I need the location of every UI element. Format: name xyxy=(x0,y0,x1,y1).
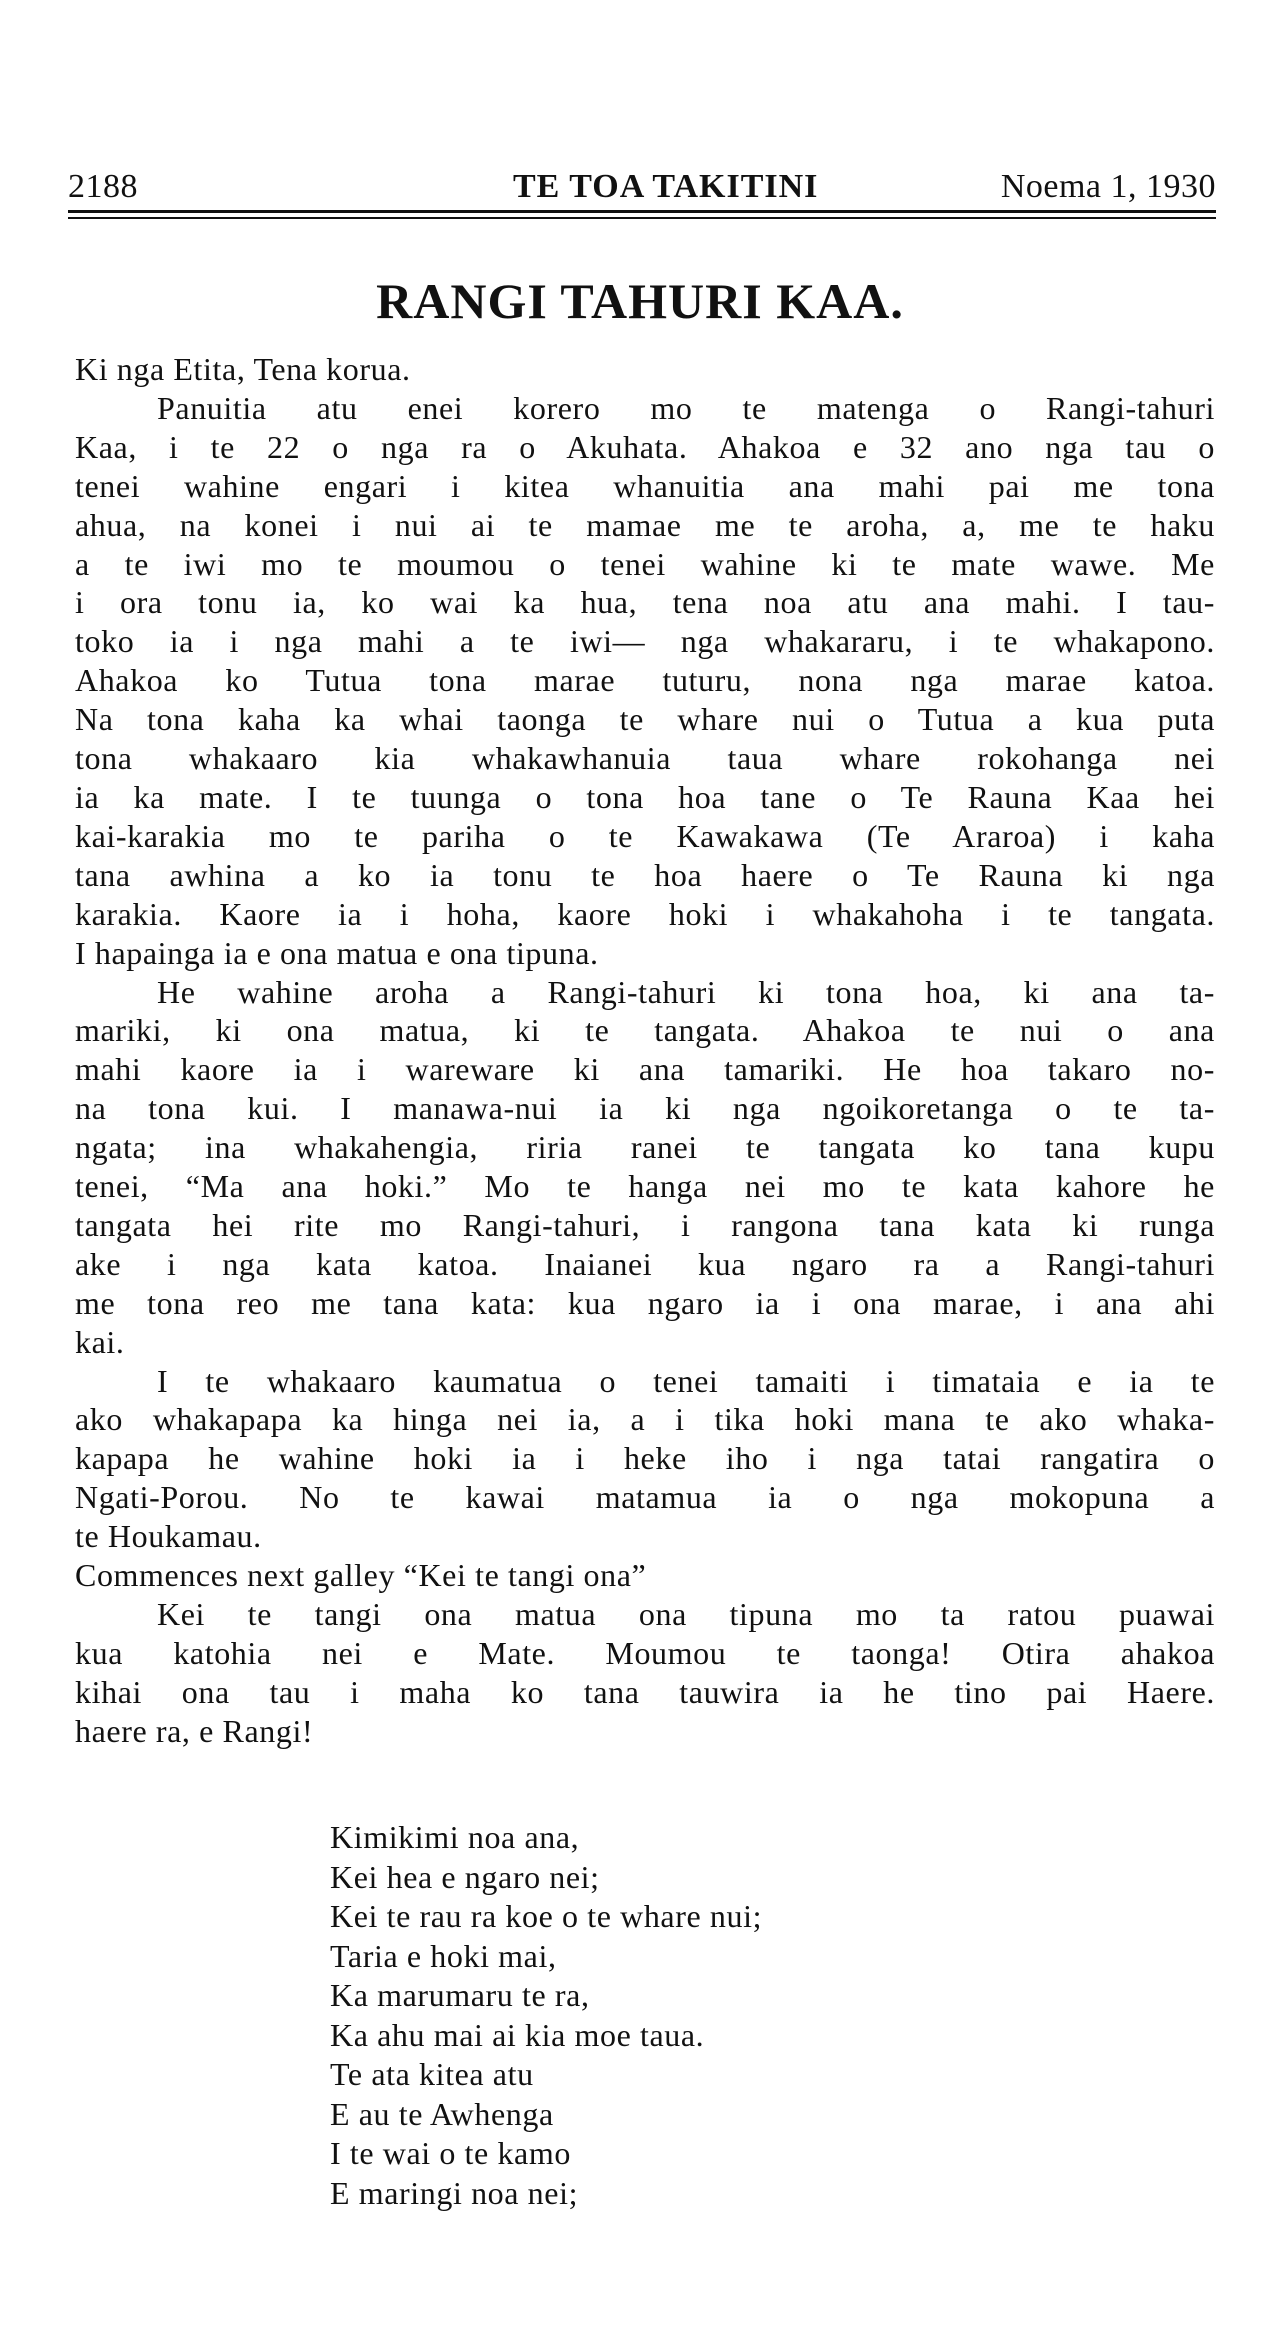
article-line: tana awhina a ko ia tonu te hoa haere o Te Rauna ki nga xyxy=(75,856,1215,893)
article-line: toko ia i nga mahi a te iwi— nga whakararu, i te whakapono. xyxy=(75,623,1215,660)
header-rule-bottom xyxy=(68,217,1216,219)
article-body xyxy=(75,350,1215,1751)
article-line: Na tona kaha ka whai taonga te whare nui o Tutua a kua puta xyxy=(75,701,1215,738)
poem-line: I te wai o te kamo xyxy=(330,2135,571,2171)
article-line: me tona reo me tana kata: kua ngaro ia i ona marae, i ana ahi xyxy=(75,1284,1215,1321)
page-header xyxy=(68,168,1216,208)
article-line: kai. xyxy=(75,1323,125,1360)
page-number: 2188 xyxy=(68,168,138,205)
article-line: Ahakoa ko Tutua tona marae tuturu, nona nga marae katoa. xyxy=(75,662,1215,699)
article-line: tona whakaaro kia whakawhanuia taua whare rokohanga nei xyxy=(75,740,1215,777)
article-title: RANGI TAHURI KAA. xyxy=(376,273,904,329)
article-line: ngata; ina whakahengia, riria ranei te tangata ko tana kupu xyxy=(75,1129,1215,1166)
article-line: I hapainga ia e ona matua e ona tipuna. xyxy=(75,934,599,971)
issue-date: Noema 1, 1930 xyxy=(1000,168,1216,205)
article-line: kua katohia nei e Mate. Moumou te taonga! Otira ahakoa xyxy=(75,1634,1215,1671)
poem-line: Ka ahu mai ai kia moe taua. xyxy=(330,2016,705,2053)
article-line: I te whakaaro kaumatua o tenei tamaiti i timataia e ia te xyxy=(157,1362,1215,1399)
poem-line: E au te Awhenga xyxy=(330,2095,554,2132)
article-line: na tona kui. I manawa-nui ia ki nga ngoikoretanga o te ta- xyxy=(75,1090,1215,1127)
article-line: ake i nga kata katoa. Inaianei kua ngaro ra a Rangi-tahuri xyxy=(75,1245,1215,1282)
poem-line: Taria e hoki mai, xyxy=(330,1937,557,1974)
article-line: tangata hei rite mo Rangi-tahuri, i rangona tana kata ki runga xyxy=(75,1206,1215,1243)
poem-line: Kei te rau ra koe o te whare nui; xyxy=(330,1898,763,1934)
poem-line: E maringi noa nei; xyxy=(330,2174,579,2211)
article-line: tenei, “Ma ana hoki.” Mo te hanga nei mo te kata kahore he xyxy=(75,1168,1215,1205)
article-line: mariki, ki ona matua, ki te tangata. Ahakoa te nui o ana xyxy=(75,1012,1215,1049)
article-line: karakia. Kaore ia i hoha, kaore hoki i whakahoha i te tangata. xyxy=(75,895,1215,932)
article-line: tenei wahine engari i kitea whanuitia ana mahi pai me tona xyxy=(75,467,1215,504)
article-line: haere ra, e Rangi! xyxy=(75,1712,314,1749)
article-line: Kaa, i te 22 o nga ra o Akuhata. Ahakoa e 32 ano nga tau o xyxy=(75,428,1215,465)
poem-line: Kei hea e ngaro nei; xyxy=(330,1858,600,1895)
article-line: ia ka mate. I te tuunga o tona hoa tane o Te Rauna Kaa hei xyxy=(75,778,1215,815)
article-line: te Houkamau. xyxy=(75,1518,262,1555)
article-line: mahi kaore ia i wareware ki ana tamariki. He hoa takaro no- xyxy=(75,1051,1215,1088)
poem-line: Kimikimi noa ana, xyxy=(330,1819,580,1855)
article-line: Ngati-Porou. No te kawai matamua ia o nga mokopuna a xyxy=(75,1479,1215,1516)
article-line: ahua, na konei i nui ai te mamae me te aroha, a, me te haku xyxy=(75,506,1215,543)
article-line: He wahine aroha a Rangi-tahuri ki tona hoa, ki ana ta- xyxy=(157,973,1215,1010)
article-line: ako whakapapa ka hinga nei ia, a i tika hoki mana te ako whaka- xyxy=(75,1401,1215,1438)
article-greeting: Ki nga Etita, Tena korua. xyxy=(75,351,411,387)
publication-title: TE TOA TAKITINI xyxy=(513,168,819,205)
article-line: kapapa he wahine hoki ia i heke iho i nga tatai rangatira o xyxy=(75,1440,1215,1477)
article-line: kihai ona tau i maha ko tana tauwira ia he tino pai Haere. xyxy=(75,1673,1215,1710)
article-line: Panuitia atu enei korero mo te matenga o Rangi-tahuri xyxy=(157,389,1215,426)
article-line: Kei te tangi ona matua ona tipuna mo ta ratou puawai xyxy=(157,1596,1215,1632)
poem-line: Te ata kitea atu xyxy=(330,2056,534,2092)
article-line: a te iwi mo te moumou o tenei wahine ki te mate wawe. Me xyxy=(75,545,1215,582)
header-rule-top xyxy=(68,210,1216,213)
article-line: kai-karakia mo te pariha o te Kawakawa (Te Araroa) i kaha xyxy=(75,817,1215,854)
poem-block xyxy=(330,1818,762,2213)
article-line: Commences next galley “Kei te tangi ona” xyxy=(75,1557,647,1594)
poem-line: Ka marumaru te ra, xyxy=(330,1977,590,2013)
article-line: i ora tonu ia, ko wai ka hua, tena noa atu ana mahi. I tau- xyxy=(75,584,1215,621)
